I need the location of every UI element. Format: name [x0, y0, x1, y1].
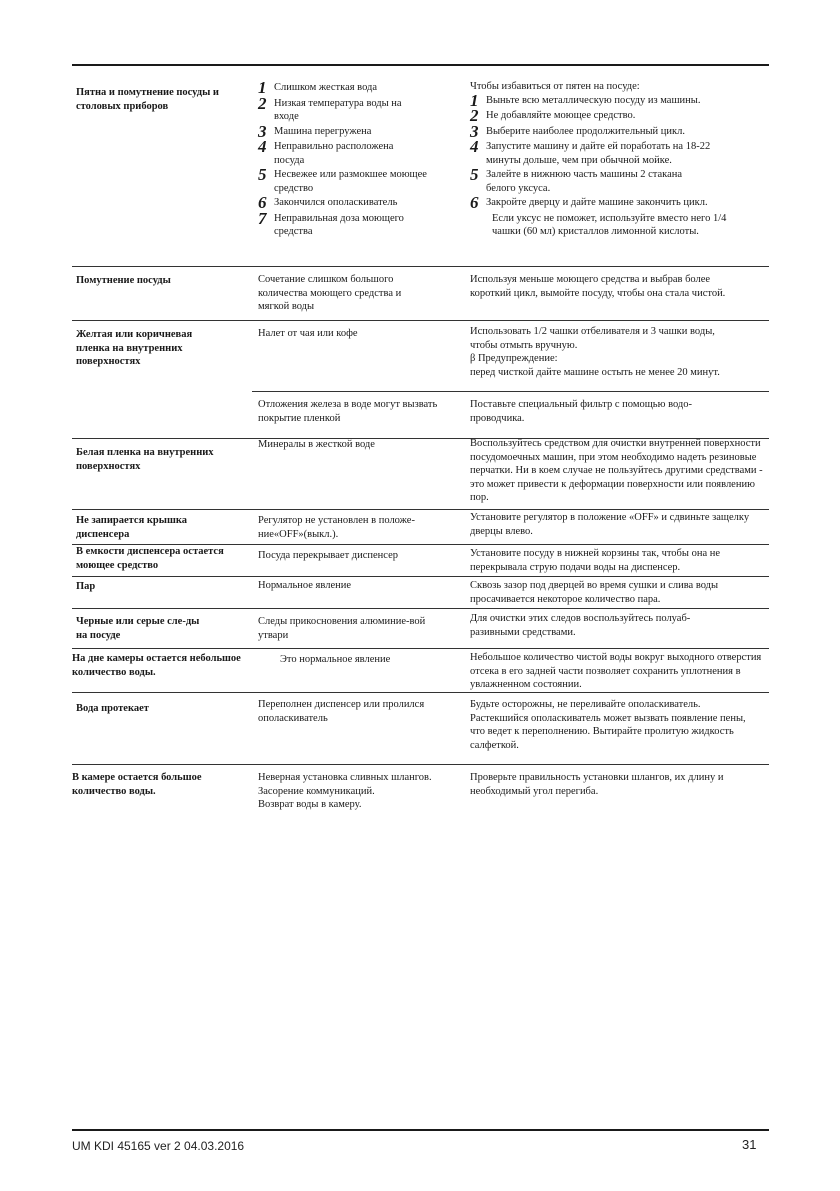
- problem-cell: Белая пленка на внутренних поверхностях: [76, 447, 214, 472]
- list-number: 4: [258, 137, 267, 156]
- solution-cell: Воспользуйтесь средством для очистки внутренней поверхности посудомоечных машин, при этом необходимо надеть резиновые перчатки. Ни в коем случае не пользуйтесь другими средствами - это может привести к деформации поверхности или появлению пор.: [470, 438, 763, 503]
- solution-item: Выньте всю металлическую посуду из машины.: [486, 94, 701, 106]
- problem-cell: Черные или серые сле-ды на посуде: [76, 616, 200, 641]
- solution-cell: Установите регулятор в положение «OFF» и сдвиньте защелку дверцы влево.: [470, 512, 750, 537]
- cause-cell: [258, 771, 458, 812]
- list-number: 5: [258, 165, 267, 184]
- problem-cell: Желтая или коричневая пленка на внутренних поверхностях: [76, 329, 193, 367]
- problem-cell: В емкости диспенсера остается моющее средство: [76, 546, 224, 571]
- problem-cell: Вода протекает: [76, 703, 149, 714]
- solution-cell: Сквозь зазор под дверцей во время сушки и слива воды просачивается некоторое количество пара.: [470, 580, 719, 605]
- table-row: [72, 692, 769, 765]
- document-id: UM KDI 45165 ver 2 04.03.2016: [72, 1139, 245, 1153]
- table-row: [72, 509, 769, 545]
- solution-cell: Установите посуду в нижней корзины так, чтобы она не перекрывала струю подачи воды на диспенсер.: [470, 548, 721, 573]
- solution-cell: Будьте осторожны, не переливайте ополаскиватель. Растекшийся ополаскиватель может вызвать появление пены, что ведет к переполнению. Вытирайте пролитую жидкость салфеткой.: [470, 699, 746, 751]
- cause-cell: Следы прикосновения алюминие-вой утвари: [258, 616, 426, 641]
- table-row: [72, 764, 769, 824]
- page-number: 31: [742, 1137, 757, 1152]
- cause-item: Слишком жесткая вода: [274, 82, 378, 93]
- cause-cell: Сочетание слишком большого количества моющего средства и мягкой воды: [258, 274, 402, 312]
- cause-cell: Переполнен диспенсер или пролился ополаскиватель: [258, 699, 425, 724]
- cause-cell: Посуда перекрывает диспенсер: [258, 550, 399, 561]
- solution-item: Не добавляйте моющее средство.: [486, 110, 636, 121]
- problem-cell: В камере остается большое количество воды.: [72, 772, 202, 797]
- list-number: 6: [258, 193, 267, 212]
- bottom-rule: [72, 1129, 769, 1131]
- list-number: 5: [470, 165, 479, 184]
- cause-cell: Регулятор не установлен в положе-ние«OFF»(выкл.).: [258, 515, 415, 540]
- list-number: 1: [470, 90, 479, 110]
- cause-cell: Налет от чая или кофе: [258, 328, 358, 339]
- list-number: 6: [470, 193, 479, 212]
- list-number: 4: [470, 137, 479, 156]
- list-number: 2: [258, 93, 267, 113]
- cause-list: [258, 78, 458, 240]
- solution-list: [470, 80, 766, 239]
- solution-cell: Небольшое количество чистой воды вокруг выходного отверстия отсека в его задней части позволяет сохранить уплотнения в увлажненном состоянии.: [470, 652, 762, 690]
- solution-item: Запустите машину и дайте ей поработать на 18-22 минуты дольше, чем при обычной мойке.: [486, 141, 711, 166]
- warning-text: перед чисткой дайте машине остыть не менее 20 минут.: [470, 366, 720, 378]
- solution-text: Использовать 1/2 чашки отбеливателя и 3 чашки воды, чтобы отмыть вручную.: [470, 326, 715, 351]
- table-row: [72, 438, 769, 510]
- sub-row-divider: [252, 391, 769, 392]
- problem-cell: Пятна и помутнение посуды и столовых приборов: [76, 87, 219, 112]
- solution-cell: Поставьте специальный фильтр с помощью водо-проводчика.: [470, 399, 692, 424]
- cause-cell: Это нормальное явление: [280, 654, 391, 665]
- cause-item: Машина перегружена: [274, 125, 372, 137]
- list-number: 3: [470, 121, 479, 141]
- list-number: 3: [258, 121, 267, 141]
- problem-cell: Помутнение посуды: [76, 275, 171, 286]
- table-row: [72, 266, 769, 321]
- solution-cell: [470, 325, 730, 379]
- cause-item: Несвежее или размокшее моющее средство: [274, 169, 427, 194]
- problem-cell: На дне камеры остается небольшое количество воды.: [72, 653, 241, 678]
- solution-intro: Чтобы избавиться от пятен на посуде:: [470, 81, 640, 92]
- solution-item: Выберите наиболее продолжительный цикл.: [486, 125, 685, 137]
- warning-label: β Предупреждение:: [470, 353, 558, 364]
- solution-cell: Проверьте правильность установки шлангов, их длину и необходимый угол перегиба.: [470, 772, 724, 797]
- cause-cell: Отложения железа в воде могут вызвать покрытие пленкой: [258, 399, 438, 424]
- solution-cell: Используя меньше моющего средства и выбрав более короткий цикл, вымойте посуду, чтобы она стала чистой.: [470, 274, 726, 299]
- table-row: [72, 576, 769, 609]
- cause-item: Неправильная доза моющего средства: [274, 212, 404, 237]
- list-number: 2: [470, 106, 479, 125]
- cause-line: Возврат воды в камеру.: [258, 799, 362, 810]
- list-number: 7: [258, 208, 267, 228]
- cause-cell: Минералы в жесткой воде: [258, 439, 375, 450]
- cause-line: Неверная установка сливных шлангов.: [258, 772, 432, 783]
- cause-line: Засорение коммуникаций.: [258, 785, 375, 797]
- problem-cell: Пар: [76, 581, 96, 592]
- table-row: [72, 648, 769, 693]
- table-row: [72, 544, 769, 577]
- solution-item: Закройте дверцу и дайте машине закончить цикл.: [486, 197, 708, 208]
- list-number: 1: [258, 78, 267, 97]
- table-row: [72, 608, 769, 649]
- solution-item: Залейте в нижнюю часть машины 2 стакана белого уксуса.: [486, 169, 683, 194]
- solution-cell: Для очистки этих следов воспользуйтесь полуаб-разивными средствами.: [470, 613, 691, 638]
- problem-cell: Не запирается крышка диспенсера: [76, 515, 187, 540]
- cause-item: Низкая температура воды на входе: [274, 97, 402, 122]
- solution-note: Если уксус не поможет, используйте вместо него 1/4 чашки (60 мл) кристаллов лимонной кислоты.: [492, 212, 727, 237]
- cause-cell: Нормальное явление: [258, 580, 352, 591]
- table-row: [72, 66, 769, 267]
- cause-item: Закончился ополаскиватель: [274, 197, 398, 208]
- table-row: [72, 320, 769, 439]
- cause-item: Неправильно расположена посуда: [274, 141, 394, 166]
